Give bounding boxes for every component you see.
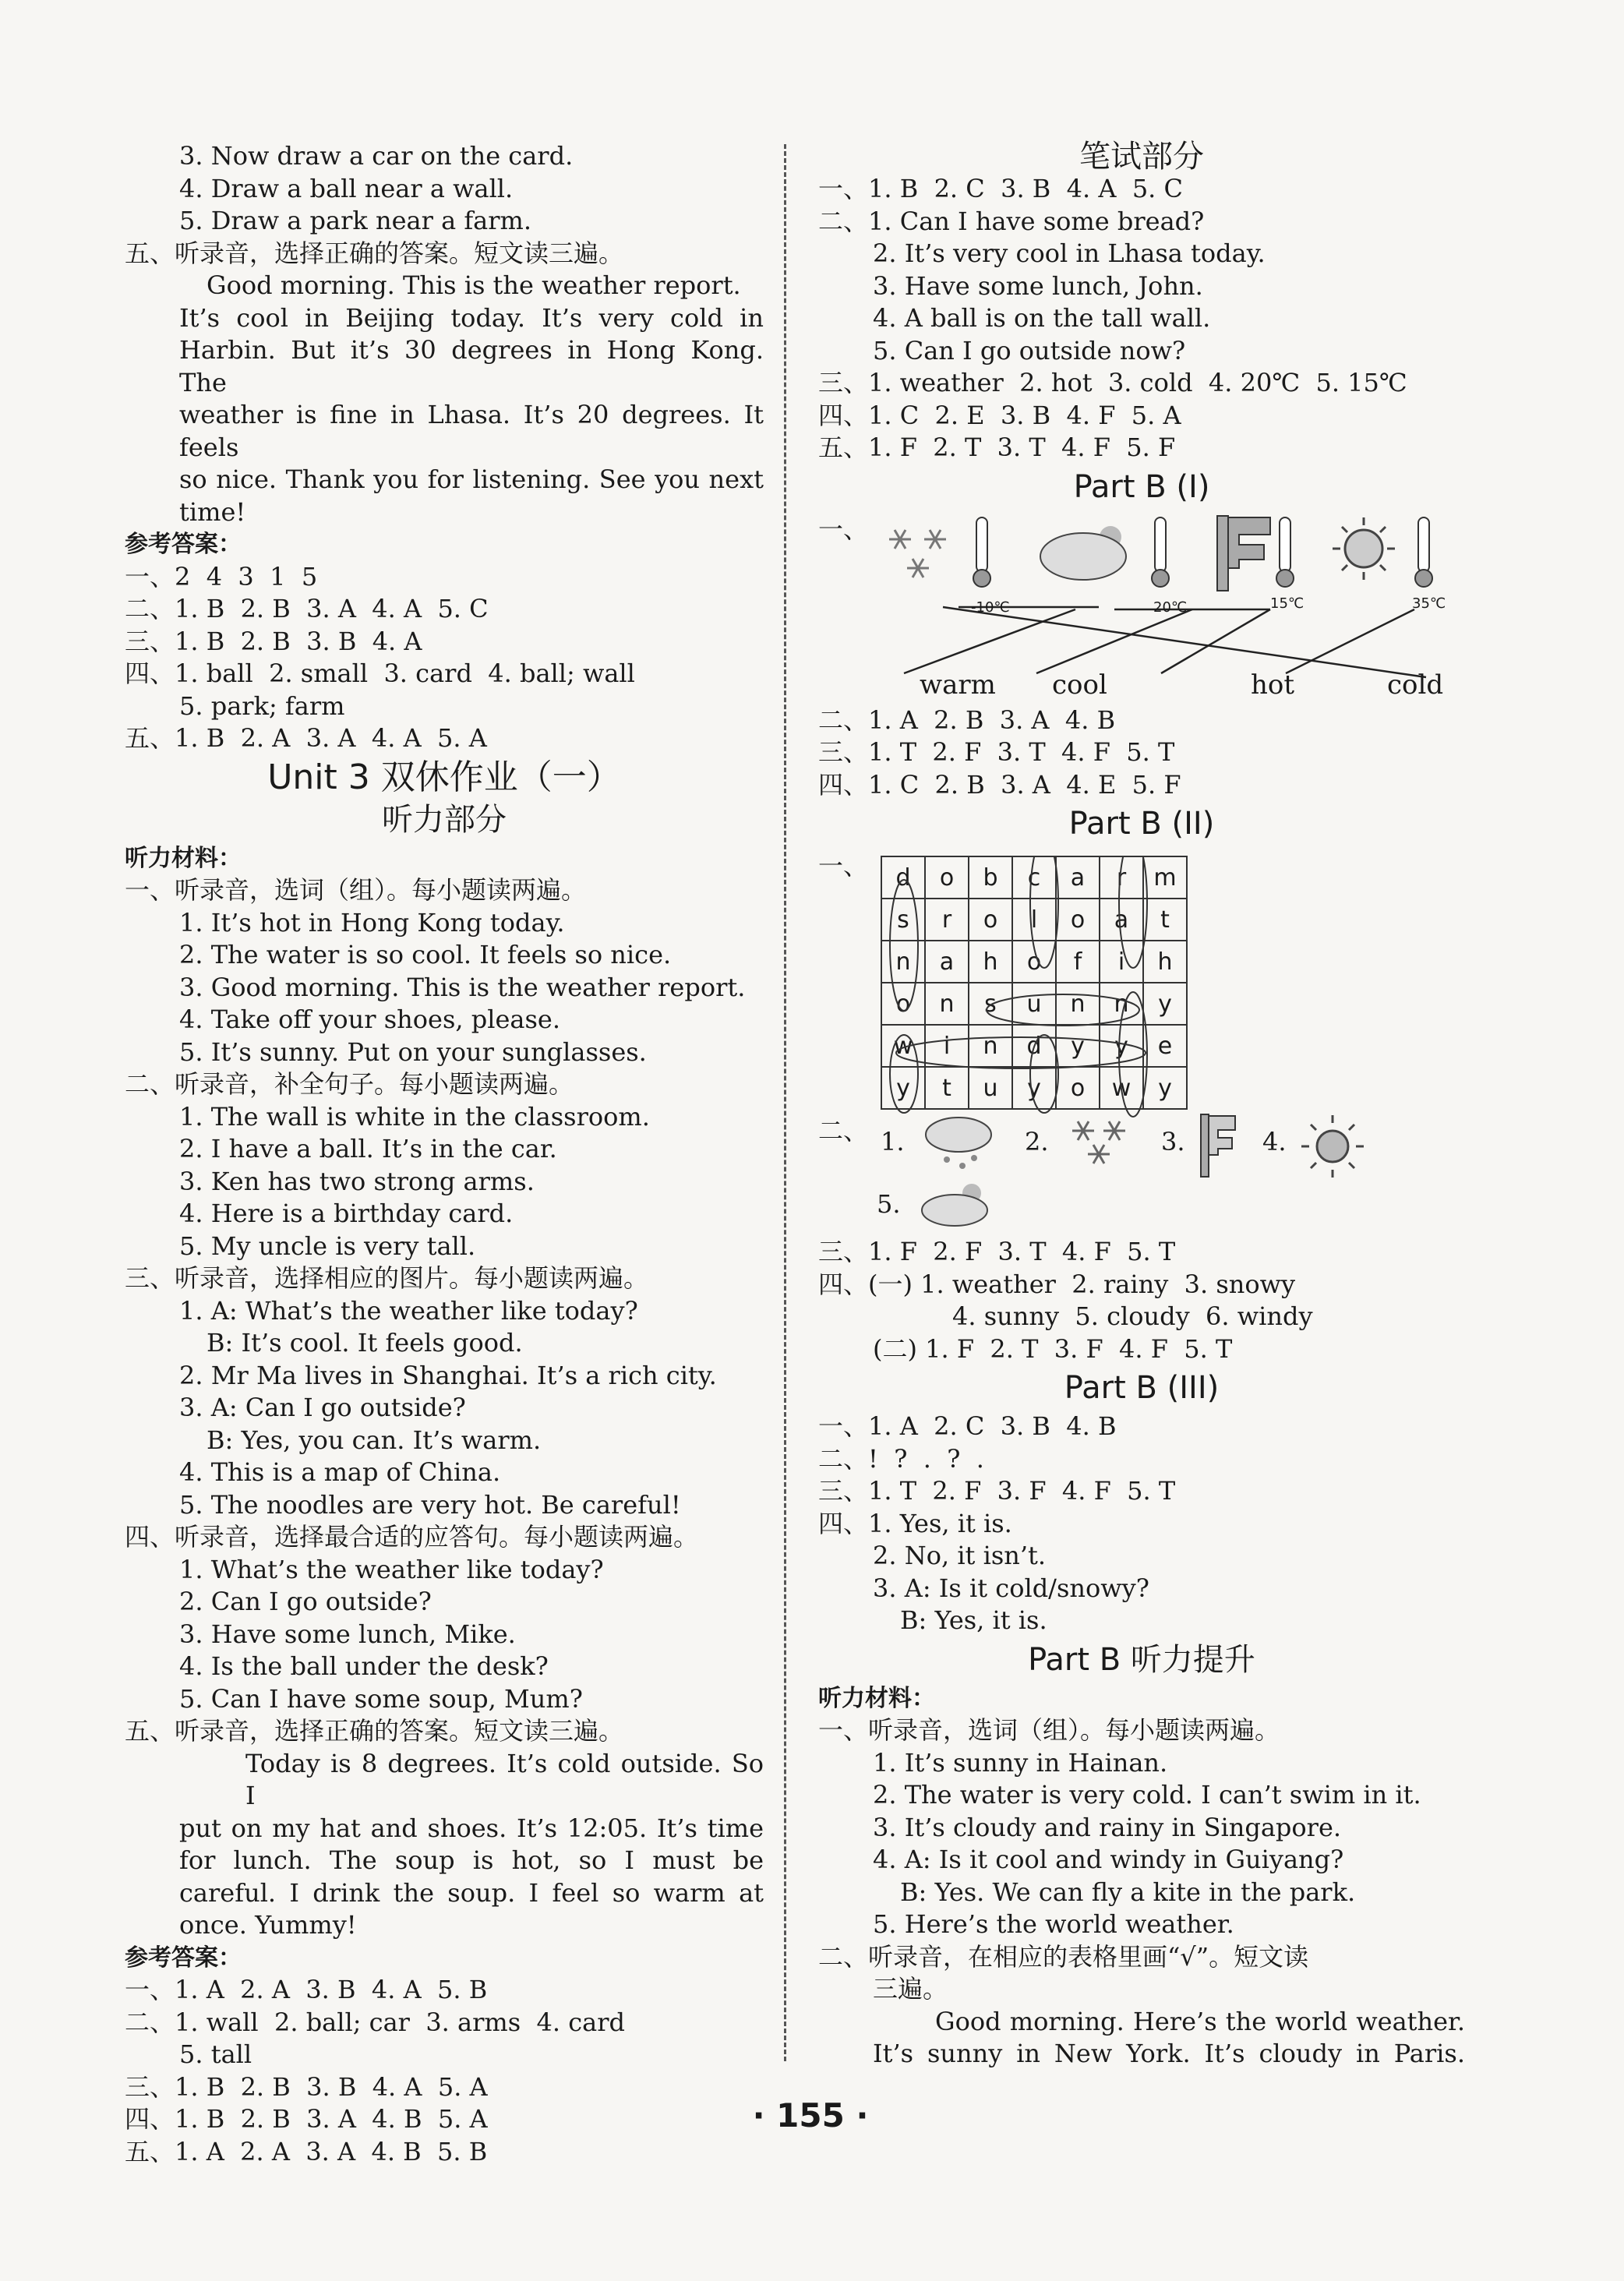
windy-icon: [1196, 1111, 1243, 1181]
text-line: 4. This is a map of China.: [179, 1457, 501, 1487]
word-search-puzzle: [818, 846, 1465, 1111]
unit-title: Unit 3 双休作业（一）: [267, 757, 621, 797]
matching-lines: [904, 607, 1426, 677]
match-word: hot: [1251, 669, 1295, 701]
text-line: 5. My uncle is very tall.: [179, 1231, 476, 1261]
text-line: B: Yes, you can. It’s warm.: [207, 1425, 542, 1455]
answer-line: (二) 1. F 2. T 3. F 4. F 5. T: [873, 1333, 1233, 1364]
answer-line: 三、1. weather 2. hot 3. cold 4. 20℃ 5. 15℃: [818, 368, 1407, 397]
part-title: Part B 听力提升: [1028, 1641, 1255, 1678]
answer-line: 四、1. Yes, it is.: [818, 1508, 1012, 1538]
text-line: 3. Have some lunch, Mike.: [179, 1619, 516, 1649]
text-line: 4. Take off your shoes, please.: [179, 1005, 560, 1034]
question-heading: 五、听录音，选择正确的答案。短文读三遍。: [125, 238, 624, 268]
grid-cell: e: [1143, 1025, 1187, 1067]
grid-cell: u: [1012, 983, 1056, 1025]
match-word: cool: [1052, 669, 1107, 701]
word-circles: [881, 856, 1208, 1121]
cloudy-icon: [916, 1178, 1001, 1232]
question-number: 一、: [818, 851, 869, 881]
part-title: Part B (I): [1073, 468, 1210, 505]
answer-line: 5. park; farm: [179, 690, 345, 721]
grid-cell: d: [1012, 1025, 1056, 1067]
grid-cell: s: [881, 899, 925, 941]
grid-cell: r: [1100, 856, 1143, 899]
grid-cell: y: [1056, 1025, 1100, 1067]
text-line: 2. The water is very cold. I can’t swim in it.: [873, 1780, 1421, 1810]
answer-line: 二、1. wall 2. ball; car 3. arms 4. card: [125, 2007, 625, 2037]
text-line: 4. Is the ball under the desk?: [179, 1651, 549, 1681]
text-line: 5. Can I have some soup, Mum?: [179, 1683, 583, 1714]
text-line: 5. Here’s the world weather.: [873, 1909, 1234, 1939]
grid-cell: y: [881, 1067, 925, 1109]
answer-line: 二、1. B 2. B 3. A 4. A 5. C: [125, 594, 489, 623]
item-number: 1.: [881, 1127, 905, 1156]
item-number: 3.: [1161, 1127, 1185, 1156]
text-line: B: It’s cool. It feels good.: [207, 1328, 523, 1358]
grid-cell: n: [881, 941, 925, 983]
text-line: 1. A: What’s the weather like today?: [179, 1295, 638, 1326]
question-heading: 五、听录音，选择正确的答案。短文读三遍。: [125, 1716, 624, 1746]
grid-cell: o: [1056, 899, 1100, 941]
answer-line: 一、1. B 2. C 3. B 4. A 5. C: [818, 174, 1184, 203]
grid-cell: y: [1012, 1067, 1056, 1109]
text-line: It’s cool in Beijing today. It’s very cold in: [179, 302, 764, 333]
grid-cell: d: [881, 856, 925, 899]
weather-icons-row: [818, 1111, 1465, 1228]
section-title: 笔试部分: [1079, 139, 1204, 175]
text-line: once. Yummy!: [179, 1910, 357, 1940]
text-line: 3. It’s cloudy and rainy in Singapore.: [873, 1812, 1342, 1842]
grid-cell: h: [1143, 941, 1187, 983]
grid-cell: m: [1143, 856, 1187, 899]
text-line: 4. Here is a birthday card.: [179, 1199, 514, 1228]
part-title: Part B (II): [1068, 806, 1215, 842]
grid-cell: n: [1100, 983, 1143, 1025]
text-line: so nice. Thank you for listening. See you next: [179, 464, 764, 494]
text-line: careful. I drink the soup. I feel so warm at: [179, 1877, 764, 1908]
answer-line: 5. tall: [179, 2039, 252, 2069]
grid-cell: o: [881, 983, 925, 1025]
item-number: 2.: [1025, 1127, 1049, 1156]
grid-cell: s: [969, 983, 1012, 1025]
grid-cell: o: [925, 856, 969, 899]
text-line: 3. Good morning. This is the weather report.: [179, 972, 746, 1002]
grid-cell: y: [1100, 1025, 1143, 1067]
answer-line: 一、1. A 2. C 3. B 4. B: [818, 1411, 1117, 1441]
question-heading: 四、听录音，选择最合适的应答句。每小题读两遍。: [125, 1522, 699, 1552]
question-heading: 一、听录音，选词（组）。每小题读两遍。: [818, 1715, 1280, 1745]
text-line: 1. What’s the weather like today?: [179, 1554, 604, 1584]
listening-material-label: 听力材料：: [125, 844, 242, 872]
grid-cell: b: [969, 856, 1012, 899]
answer-line: 四、1. C 2. E 3. B 4. F 5. A: [818, 400, 1181, 430]
part-title: Part B (III): [1064, 1370, 1220, 1406]
thermometer-icon: [973, 517, 990, 587]
answer-line: 四、1. C 2. B 3. A 4. E 5. F: [818, 769, 1181, 800]
text-line: Good morning. This is the weather report.: [207, 270, 741, 300]
text-line: 2. I have a ball. It’s in the car.: [179, 1134, 557, 1163]
grid-cell: n: [1056, 983, 1100, 1025]
temperature-label: -10℃: [971, 598, 1010, 616]
weather-matching-figure: [818, 510, 1465, 704]
text-line: 5. The noodles are very hot. Be careful!: [179, 1489, 681, 1520]
answer-line: 4. A ball is on the tall wall.: [873, 303, 1211, 333]
rainy-icon: [920, 1111, 1005, 1174]
weather-icons: [818, 510, 1465, 704]
text-line: 1. It’s hot in Hong Kong today.: [179, 907, 565, 937]
answer-line: 3. A: Is it cold/snowy?: [873, 1573, 1149, 1603]
grid-cell: r: [925, 899, 969, 941]
sunny-icon: [1333, 517, 1395, 580]
left-column: [125, 140, 764, 2168]
grid-cell: w: [1100, 1067, 1143, 1109]
text-line: 1. It’s sunny in Hainan.: [873, 1747, 1168, 1778]
answer-line: 五、1. A 2. A 3. A 4. B 5. B: [125, 2136, 488, 2166]
answer-line: 五、1. B 2. A 3. A 4. A 5. A: [125, 723, 487, 753]
question-heading: 二、听录音，补全句子。每小题读两遍。: [125, 1069, 574, 1099]
answer-line: 5. Can I go outside now?: [873, 335, 1186, 365]
answer-line: 三、1. T 2. F 3. T 4. F 5. T: [818, 737, 1175, 767]
listening-material-label: 听力材料：: [818, 1684, 935, 1712]
answer-line: 3. Have some lunch, John.: [873, 270, 1203, 301]
text-line: 3. Ken has two strong arms.: [179, 1166, 535, 1196]
thermometer-icon: [1415, 517, 1432, 587]
grid-cell: l: [1012, 899, 1056, 941]
grid-cell: i: [925, 1025, 969, 1067]
grid-cell: c: [1012, 856, 1056, 899]
answer-line: 三、1. T 2. F 3. F 4. F 5. T: [818, 1476, 1176, 1506]
grid-cell: n: [969, 1025, 1012, 1067]
item-number: 5.: [877, 1189, 901, 1219]
answer-line: 四、1. B 2. B 3. A 4. B 5. A: [125, 2104, 488, 2134]
answer-line: 一、1. A 2. A 3. B 4. A 5. B: [125, 1975, 488, 2004]
grid-cell: w: [881, 1025, 925, 1067]
answer-line: 4. sunny 5. cloudy 6. windy: [952, 1301, 1313, 1331]
grid-cell: n: [925, 983, 969, 1025]
text-line: 5. It’s sunny. Put on your sunglasses.: [179, 1036, 647, 1067]
answer-key-label: 参考答案：: [125, 531, 242, 558]
text-line: 5. Draw a park near a farm.: [179, 206, 532, 235]
text-line: B: Yes. We can fly a kite in the park.: [900, 1877, 1356, 1907]
answer-line: 五、1. F 2. T 3. T 4. F 5. F: [818, 433, 1176, 462]
temperature-label: 15℃: [1270, 595, 1304, 612]
answer-line: 二、! ? . ? .: [818, 1443, 984, 1474]
text-line: 2. The water is so cool. It feels so nice.: [179, 940, 672, 969]
text-line: 3. A: Can I go outside?: [179, 1393, 466, 1422]
thermometer-icon: [1276, 517, 1294, 587]
grid-cell: a: [1100, 899, 1143, 941]
grid-cell: o: [969, 899, 1012, 941]
grid-cell: a: [1056, 856, 1100, 899]
text-line: It’s sunny in New York. It’s cloudy in Paris.: [873, 2039, 1465, 2068]
temperature-label: 35℃: [1412, 595, 1446, 612]
temperature-label: 20℃: [1153, 598, 1188, 616]
answer-key-label: 参考答案：: [125, 1944, 242, 1972]
snowy-icon: [1064, 1111, 1142, 1174]
answer-line: 三、1. B 2. B 3. B 4. A 5. A: [125, 2071, 488, 2102]
section-title: 听力部分: [382, 801, 507, 838]
thermometer-icon: [1152, 517, 1169, 587]
text-line: 3. Now draw a car on the card.: [179, 141, 574, 171]
text-line: 4. Draw a ball near a wall.: [179, 173, 514, 203]
answer-line: B: Yes, it is.: [900, 1605, 1047, 1635]
question-heading: 二、听录音，在相应的表格里画“√”。短文读: [818, 1941, 1309, 1972]
text-line: 2. Mr Ma lives in Shanghai. It’s a rich city.: [179, 1360, 717, 1390]
question-number: 二、: [818, 1116, 869, 1146]
question-heading: 一、听录音，选词（组）。每小题读两遍。: [125, 875, 587, 905]
text-line: 2. Can I go outside?: [179, 1587, 432, 1616]
question-number: 一、: [818, 514, 869, 544]
answer-line: 2. No, it isn’t.: [873, 1541, 1047, 1570]
text-line: 三遍。: [873, 1974, 948, 2004]
grid-cell: t: [1143, 899, 1187, 941]
grid-cell: o: [1056, 1067, 1100, 1109]
item-number: 4.: [1262, 1127, 1287, 1156]
grid-cell: a: [925, 941, 969, 983]
answer-line: 四、(一) 1. weather 2. rainy 3. snowy: [818, 1269, 1296, 1299]
answer-line: 四、1. ball 2. small 3. card 4. ball; wall: [125, 659, 635, 688]
grid-cell: y: [1143, 1067, 1187, 1109]
text-line: put on my hat and shoes. It’s 12:05. It’s time: [179, 1813, 764, 1843]
grid-cell: t: [925, 1067, 969, 1109]
text-line: Good morning. Here’s the world weather.: [935, 2006, 1465, 2036]
answer-line: 二、1. A 2. B 3. A 4. B: [818, 704, 1116, 735]
grid-cell: u: [969, 1067, 1012, 1109]
question-heading: 三、听录音，选择相应的图片。每小题读两遍。: [125, 1263, 649, 1293]
text-line: for lunch. The soup is hot, so I must be: [179, 1845, 764, 1875]
grid-cell: y: [1143, 983, 1187, 1025]
column-divider: [784, 144, 786, 2061]
cloudy-icon: [1040, 526, 1126, 580]
text-line: 4. A: Is it cool and windy in Guiyang?: [873, 1845, 1344, 1874]
grid-cell: h: [969, 941, 1012, 983]
answer-line: 三、1. B 2. B 3. B 4. A: [125, 626, 422, 656]
grid-cell: f: [1056, 941, 1100, 983]
text-line: 1. The wall is white in the classroom.: [179, 1101, 650, 1132]
answer-line: 二、1. Can I have some bread?: [818, 206, 1205, 236]
grid-cell: o: [1012, 941, 1056, 983]
text-line: weather is fine in Lhasa. It’s 20 degrees. It feels: [179, 400, 764, 462]
grid-cell: i: [1100, 941, 1143, 983]
text-line: Today is 8 degrees. It’s cold outside. So I: [245, 1748, 764, 1810]
windy-icon: [1217, 516, 1270, 591]
match-word: warm: [920, 669, 996, 701]
text-line: Harbin. But it’s 30 degrees in Hong Kong. The: [179, 335, 764, 397]
answer-line: 三、1. F 2. F 3. T 4. F 5. T: [818, 1237, 1176, 1266]
match-word: cold: [1387, 669, 1444, 701]
answer-line: 2. It’s very cool in Lhasa today.: [873, 238, 1266, 268]
snow-icon: [889, 530, 946, 577]
text-line: time!: [179, 496, 246, 527]
right-column: [818, 140, 1465, 2071]
answer-line: 一、2 4 3 1 5: [125, 561, 318, 591]
sunny-icon: [1297, 1111, 1368, 1181]
page-number: · 155 ·: [752, 2096, 869, 2134]
